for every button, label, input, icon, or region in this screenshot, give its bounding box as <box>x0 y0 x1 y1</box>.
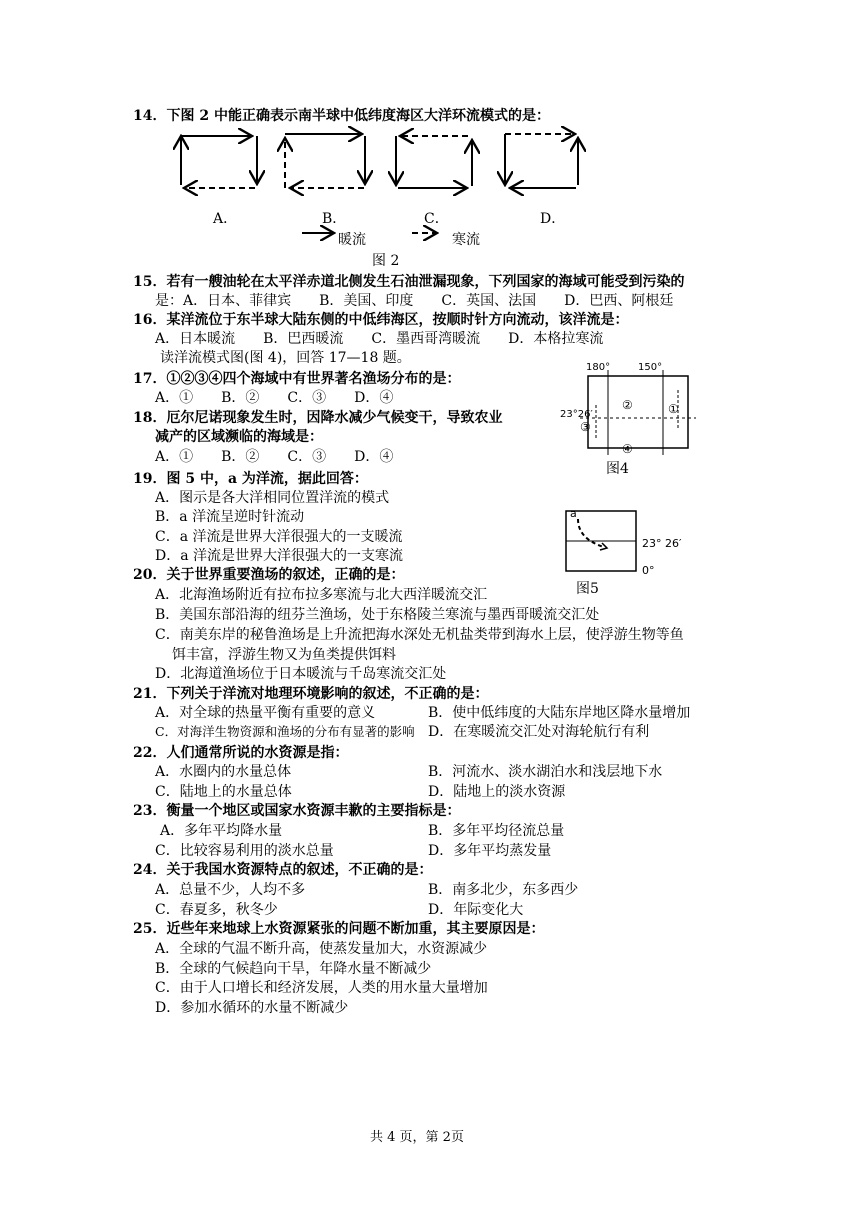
option-a-label: A． <box>213 211 238 227</box>
option-c-label: C． <box>424 211 449 227</box>
q18-stem-line1: 18．厄尔尼诺现象发生时，因降水减少气候变干，导致农业 <box>133 410 503 426</box>
figure-4-caption: 图4 <box>606 461 629 477</box>
q19-option-a: A．图示是各大洋相同位置洋流的模式 <box>155 490 390 506</box>
q22-stem: 22．人们通常所说的水资源是指： <box>133 745 349 761</box>
q24-option-d: D．年际变化大 <box>428 902 524 918</box>
q19-stem: 19．图 5 中，a 为洋流，据此回答： <box>133 471 368 487</box>
q21-option-a: A．对全球的热量平衡有重要的意义 <box>155 705 376 721</box>
q22-option-d: D．陆地上的淡水资源 <box>428 784 566 800</box>
q23-option-c: C．比较容易利用的淡水总量 <box>155 843 334 859</box>
q24-option-b: B．南多北少，东多西少 <box>428 882 579 898</box>
q20-option-c-line2: 饵丰富，浮游生物又为鱼类提供饵料 <box>172 647 396 663</box>
q19-option-d: D．a 洋流是世界大洋很强大的一支寒流 <box>155 548 404 564</box>
fig4-area-3: ③ <box>580 420 591 434</box>
q16-stem: 16．某洋流位于东半球大陆东侧的中低纬海区，按顺时针方向流动，该洋流是： <box>133 312 629 328</box>
q20-option-d: D．北海道渔场位于日本暖流与千岛寒流交汇处 <box>155 666 447 682</box>
q25-option-a: A．全球的气温不断升高，使蒸发量加大，水资源减少 <box>155 941 488 957</box>
fig4-lon-150: 150° <box>638 362 663 373</box>
q25-option-d: D．参加水循环的水量不断减少 <box>155 1000 349 1016</box>
q25-option-b: B．全球的气候趋向干旱，年降水量不断减少 <box>155 961 432 977</box>
q18-stem-line2: 减产的区域濒临的海域是： <box>155 429 323 445</box>
q20-option-b: B．美国东部沿海的纽芬兰渔场，处于东格陵兰寒流与墨西哥暖流交汇处 <box>155 607 600 623</box>
q19-option-b: B．a 洋流呈逆时针流动 <box>155 509 305 525</box>
diagram-a <box>181 136 257 188</box>
q17-options: A．① B．② C．③ D．④ <box>155 390 394 406</box>
option-d-label: D． <box>540 211 566 227</box>
q21-option-c: C．对海洋生物资源和渔场的分布有显著的影响 <box>155 724 415 739</box>
diagram-d <box>505 134 578 188</box>
q22-option-a: A．水圈内的水量总体 <box>155 764 292 780</box>
q20-option-a: A．北海渔场附近有拉布拉多寒流与北大西洋暖流交汇 <box>155 587 488 603</box>
q15-options: 是：A．日本、菲律宾 B．美国、印度 C．英国、法国 D．巴西、阿根廷 <box>155 293 674 309</box>
read-fig4-instruction: 读洋流模式图(图 4)，回答 17—18 题。 <box>160 350 411 366</box>
fig4-area-4: ④ <box>622 442 633 456</box>
figure-2-caption: 图 2 <box>372 253 400 269</box>
q25-stem: 25．近些年来地球上水资源紧张的问题不断加重，其主要原因是： <box>133 921 545 937</box>
q20-stem: 20．关于世界重要渔场的叙述，正确的是： <box>133 567 405 583</box>
page-footer: 共 4 页，第 2页 <box>370 1130 464 1145</box>
q22-option-b: B．河流水、淡水湖泊水和浅层地下水 <box>428 764 663 780</box>
q20-option-c-line1: C．南美东岸的秘鲁渔场是上升流把海水深处无机盐类带到海水上层，使浮游生物等鱼 <box>155 627 684 643</box>
q19-option-c: C．a 洋流是世界大洋很强大的一支暖流 <box>155 529 403 545</box>
q15-stem: 15．若有一艘油轮在太平洋赤道北侧发生石油泄漏现象，下列国家的海域可能受到污染的 <box>133 274 685 290</box>
fig4-area-2: ② <box>622 398 633 412</box>
q24-option-a: A．总量不少，人均不多 <box>155 882 306 898</box>
legend-warm-label: 暖流 <box>338 232 366 248</box>
figure-5-caption: 图5 <box>576 581 599 597</box>
legend-cold-label: 寒流 <box>452 232 480 248</box>
q23-option-b: B．多年平均径流总量 <box>428 823 565 839</box>
q21-stem: 21．下列关于洋流对地理环境影响的叙述，不正确的是： <box>133 686 489 702</box>
q14-stem: 14．下图 2 中能正确表示南半球中低纬度海区大洋环流模式的是： <box>133 108 550 124</box>
q23-option-d: D．多年平均蒸发量 <box>428 843 552 859</box>
q24-stem: 24．关于我国水资源特点的叙述，不正确的是： <box>133 862 433 878</box>
option-b-label: B． <box>322 211 347 227</box>
q21-option-b: B．使中低纬度的大陆东岸地区降水量增加 <box>428 705 691 721</box>
q21-option-d: D．在寒暖流交汇处对海轮航行有利 <box>428 724 650 740</box>
fig4-lon-180: 180° <box>586 362 611 373</box>
q23-stem: 23．衡量一个地区或国家水资源丰歉的主要指标是： <box>133 803 461 819</box>
q23-option-a: A．多年平均降水量 <box>160 823 283 839</box>
q16-options: A．日本暖流 B．巴西暖流 C．墨西哥湾暖流 D．本格拉寒流 <box>155 331 604 347</box>
fig5-lat-label: 23° 26′ <box>642 537 682 550</box>
diagram-c <box>396 136 472 188</box>
figure-2-diagrams <box>0 0 860 270</box>
fig4-area-1: ① <box>668 402 679 416</box>
q24-option-c: C．春夏多，秋冬少 <box>155 902 278 918</box>
q18-options: A．① B．② C．③ D．④ <box>155 449 394 465</box>
fig5-a-label: a <box>570 507 577 520</box>
diagram-b <box>285 134 365 188</box>
fig5-eq-label: 0° <box>642 564 655 577</box>
q22-option-c: C．陆地上的水量总体 <box>155 784 292 800</box>
q17-stem: 17．①②③④四个海域中有世界著名渔场分布的是： <box>133 371 461 387</box>
q25-option-c: C．由于人口增长和经济发展，人类的用水量大量增加 <box>155 980 488 996</box>
fig4-lat-label: 23°26′ <box>560 409 593 420</box>
